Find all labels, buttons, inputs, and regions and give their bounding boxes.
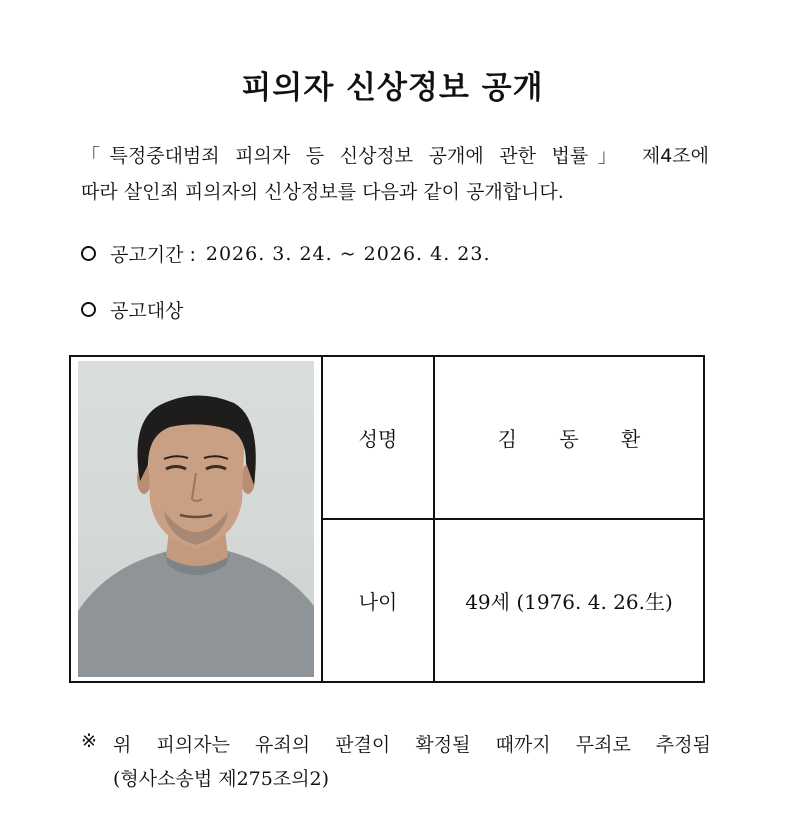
intro-line-1: 「특정중대범죄 피의자 등 신상정보 공개에 관한 법률」 제4조에 — [81, 145, 709, 167]
age-label: 나이 — [358, 590, 398, 614]
intro-paragraph — [81, 138, 721, 210]
circle-bullet-icon — [81, 302, 96, 317]
document-title: 피의자 신상정보 공개 — [241, 70, 544, 106]
name-value: 김 동 환 — [497, 427, 659, 451]
name-label-cell — [322, 356, 434, 519]
note-line-2: (형사소송법 제275조의2) — [113, 768, 330, 790]
target-label: 공고대상 — [110, 300, 184, 322]
name-label: 성명 — [358, 427, 398, 451]
photo-cell — [70, 356, 322, 682]
name-value-cell — [434, 356, 704, 519]
period-label: 공고기간 : — [110, 244, 196, 266]
age-value: 49세 (1976. 4. 26.生) — [465, 590, 673, 614]
intro-line-2: 따라 살인죄 피의자의 신상정보를 다음과 같이 공개합니다. — [81, 181, 564, 203]
note-line-1: 위 피의자는 유죄의 판결이 확정될 때까지 무죄로 추정됨 — [113, 734, 711, 756]
suspect-info-table — [69, 355, 705, 683]
note-mark: ※ — [81, 730, 97, 752]
period-value: 2026. 3. 24. ~ 2026. 4. 23. — [205, 242, 491, 265]
circle-bullet-icon — [81, 246, 96, 261]
presumption-note — [81, 730, 711, 757]
period-item — [81, 240, 491, 267]
suspect-portrait-image — [78, 361, 314, 677]
age-value-cell — [434, 519, 704, 682]
suspect-photo — [78, 361, 314, 677]
age-label-cell — [322, 519, 434, 682]
target-item — [81, 296, 183, 323]
